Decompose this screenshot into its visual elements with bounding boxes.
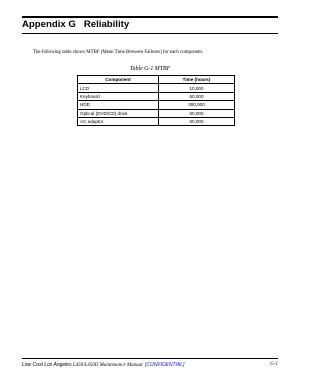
column-header-component: Component: [78, 76, 159, 84]
time-cell: 10,000: [159, 84, 235, 92]
time-cell: 60,000: [159, 92, 235, 100]
page-footer: [22, 362, 278, 369]
time-cell: 300,000: [159, 101, 235, 109]
top-rule: [22, 16, 278, 18]
component-cell: Optical (DVD/CD) drive: [78, 109, 159, 117]
appendix-label: Appendix G: [22, 19, 76, 30]
table-header-row: [78, 76, 235, 84]
appendix-title: Reliability: [83, 19, 130, 30]
confidential-label: [CONFIDENTIAL]: [145, 362, 185, 368]
table-row: [78, 84, 235, 92]
time-cell: 60,000: [159, 109, 235, 117]
component-cell: HDD: [78, 101, 159, 109]
table-caption: Table G-1 MTBF: [129, 66, 171, 72]
component-cell: AC adaptor: [78, 117, 159, 125]
time-cell: 60,000: [159, 117, 235, 125]
footer-left: [22, 362, 143, 368]
appendix-heading: [22, 19, 129, 30]
component-cell: LCD: [78, 84, 159, 92]
table-row: [78, 109, 235, 117]
mtbf-table: [77, 75, 235, 126]
table-row: [78, 101, 235, 109]
intro-paragraph: The following table shows MTBF (Mean Time Between Failures) for each component.: [33, 50, 204, 55]
footer-brand: Low Cost Los Angeles: [22, 362, 72, 368]
footer-manual: L450/L450D Maintenance Manual: [72, 363, 143, 368]
table-row: [78, 92, 235, 100]
table-row: [78, 117, 235, 125]
page-number: G-1: [270, 362, 278, 367]
component-cell: Keyboard: [78, 92, 159, 100]
footer-rule: [22, 358, 278, 359]
heading-rule: [22, 33, 278, 34]
column-header-time: Time (hours): [159, 76, 235, 84]
